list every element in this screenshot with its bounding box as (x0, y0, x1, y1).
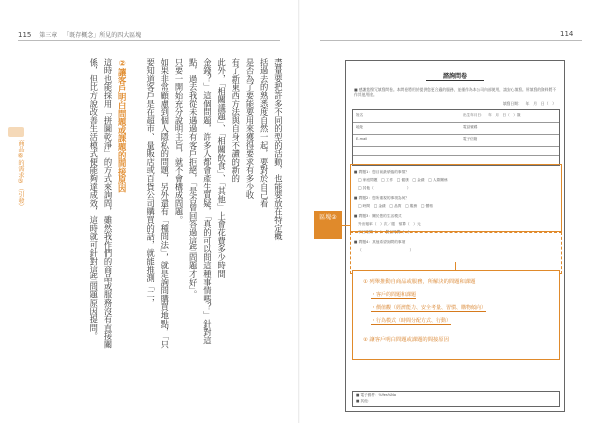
right-page-number: 114 (560, 30, 574, 38)
question-line: □ 其他（ ） (358, 186, 411, 190)
form-personal-table (352, 109, 560, 166)
section-heading: ②讓客戶明白問題或課題的間接原因 (117, 58, 128, 193)
right-header (560, 30, 579, 38)
form-title-underline (426, 80, 484, 81)
bottom-field: ■ 其他： (356, 399, 372, 403)
summary-sub-2 (371, 304, 486, 311)
form-date: 填寫日期： 年 月 日（ ） (502, 101, 556, 106)
left-header (18, 30, 141, 39)
text-column: 係，但比方說改善生活模式便能夠達成效，這時就可針對這些問題原因提問。 (88, 58, 99, 341)
summary-sub-2-text: ・價值觀（經濟能力、安全考量、習慣、購物傾向） (371, 305, 487, 311)
field-email: E-mail (356, 137, 368, 141)
question-line: ■ 問題3：關於您的生活模式 (354, 214, 402, 218)
text-column: 金錢？」這個問題，許多人都會產生質疑，「真的可以問這種事情嗎？」針對這 (202, 58, 213, 345)
text-column: 要知道客戶是在超市、量販店或百貨公司購買的話，就能推測「二， (145, 58, 156, 307)
summary-sub-1-text: ・客戶的問題和課題 (371, 292, 417, 298)
table-row (353, 146, 559, 147)
side-tab-label: 商品⑥的需求⑤（引發） (17, 140, 24, 210)
left-header-rule (18, 40, 280, 41)
text-column: 此外，「相關議題」、「相關飲食」、「其他」上會花費多少時間 (216, 58, 227, 278)
highlight-region-upper (350, 164, 562, 232)
question-line: 外出頻率（ ）次／週 預算（ ）元 (358, 222, 421, 226)
text-column: 盡量要把許多不同的型的活動，也能要放在特定概 (273, 58, 284, 241)
form-note: ■ 感謝您撥冗填寫問卷。本問卷將用於提供您更合適的服務，並僅作為本公司內部使用，請安心填寫。所填寫的資料將不作其他用途。 (354, 87, 557, 97)
form-bottom-fields (352, 391, 560, 407)
summary-point-1: ① 列舉推動自商品或服務，所解決的問題和課題 (363, 279, 476, 285)
right-header-rule (320, 40, 582, 41)
field-phone: 電話號碼 (463, 125, 478, 129)
table-row (353, 122, 559, 123)
question-line: （ ） (358, 248, 414, 252)
summary-connector (455, 262, 456, 270)
table-row (353, 155, 559, 156)
text-column: 如果非常顧慮到個人隱私的問題，另外還有「種問法」，就是詢問購買地點，「只 (159, 58, 170, 349)
chapter-title: 「既存概念」所見的四大區塊 (63, 32, 142, 39)
text-column: 這時也能採用「拼圖乾淨」的方式來詢問，雖然我作們的商品或服務沒有直接關 (103, 58, 113, 349)
question-line: □ 時間 □ 金錢 □ 品質 □ 服務 □ 價格 (358, 204, 433, 208)
field-mail: 電子信箱 (463, 137, 478, 141)
summary-point-2: ② 讓客戶明白問題或課題的間接原因 (363, 337, 449, 343)
text-column: 點，過去我從未遇過有客戶拒絕，「是否曾回答過這些問題才好」。 (188, 58, 199, 299)
summary-sub-1 (371, 291, 416, 298)
text-column: 是否為了要能要用來獲得要求有多少收 (245, 58, 255, 200)
field-address: 地址 (356, 125, 364, 129)
bottom-field: ■ 電子郵件：%Yes%No (356, 393, 397, 397)
text-column: 有了新東西方法與自身不讀的新的 (230, 58, 241, 183)
chapter-label: 第三章 (39, 32, 58, 39)
question-line: □ 家庭問題 □ 工作 □ 健康 □ 金錢 □ 人際關係 (358, 178, 448, 182)
summary-box (352, 270, 560, 360)
summary-sub-3-text: ・行為模式（時間分配方式、行動） (371, 318, 452, 324)
field-name: 姓名 (356, 113, 364, 117)
text-column: 只要一開始充分說明主旨，就不會構成問題。 (174, 58, 184, 224)
question-line: 平日時間（ ） 假日時間（ ） (358, 230, 412, 234)
side-tab-mark (8, 127, 24, 137)
block-callout: 區塊② (314, 211, 342, 239)
table-row (353, 134, 559, 135)
text-column: 括過去的熟悉度自然一起，要對於自己看 (259, 58, 270, 208)
highlight-region-lower (350, 232, 562, 274)
left-page-number: 115 (18, 31, 32, 39)
summary-sub-3 (371, 317, 451, 324)
question-line: ■ 問題2：您所重視的事項為何？ (354, 196, 409, 200)
field-birthdate: 出生年月日： 年 月 日（ ）歲 (463, 113, 521, 117)
question-line: ■ 問題4：其他希望詢問的事項 (354, 240, 406, 244)
form-title: 諮詢問卷 (442, 73, 467, 80)
question-line: ■ 問題1：您目前最煩惱的事情？ (354, 170, 409, 174)
callout-connector (342, 225, 350, 226)
